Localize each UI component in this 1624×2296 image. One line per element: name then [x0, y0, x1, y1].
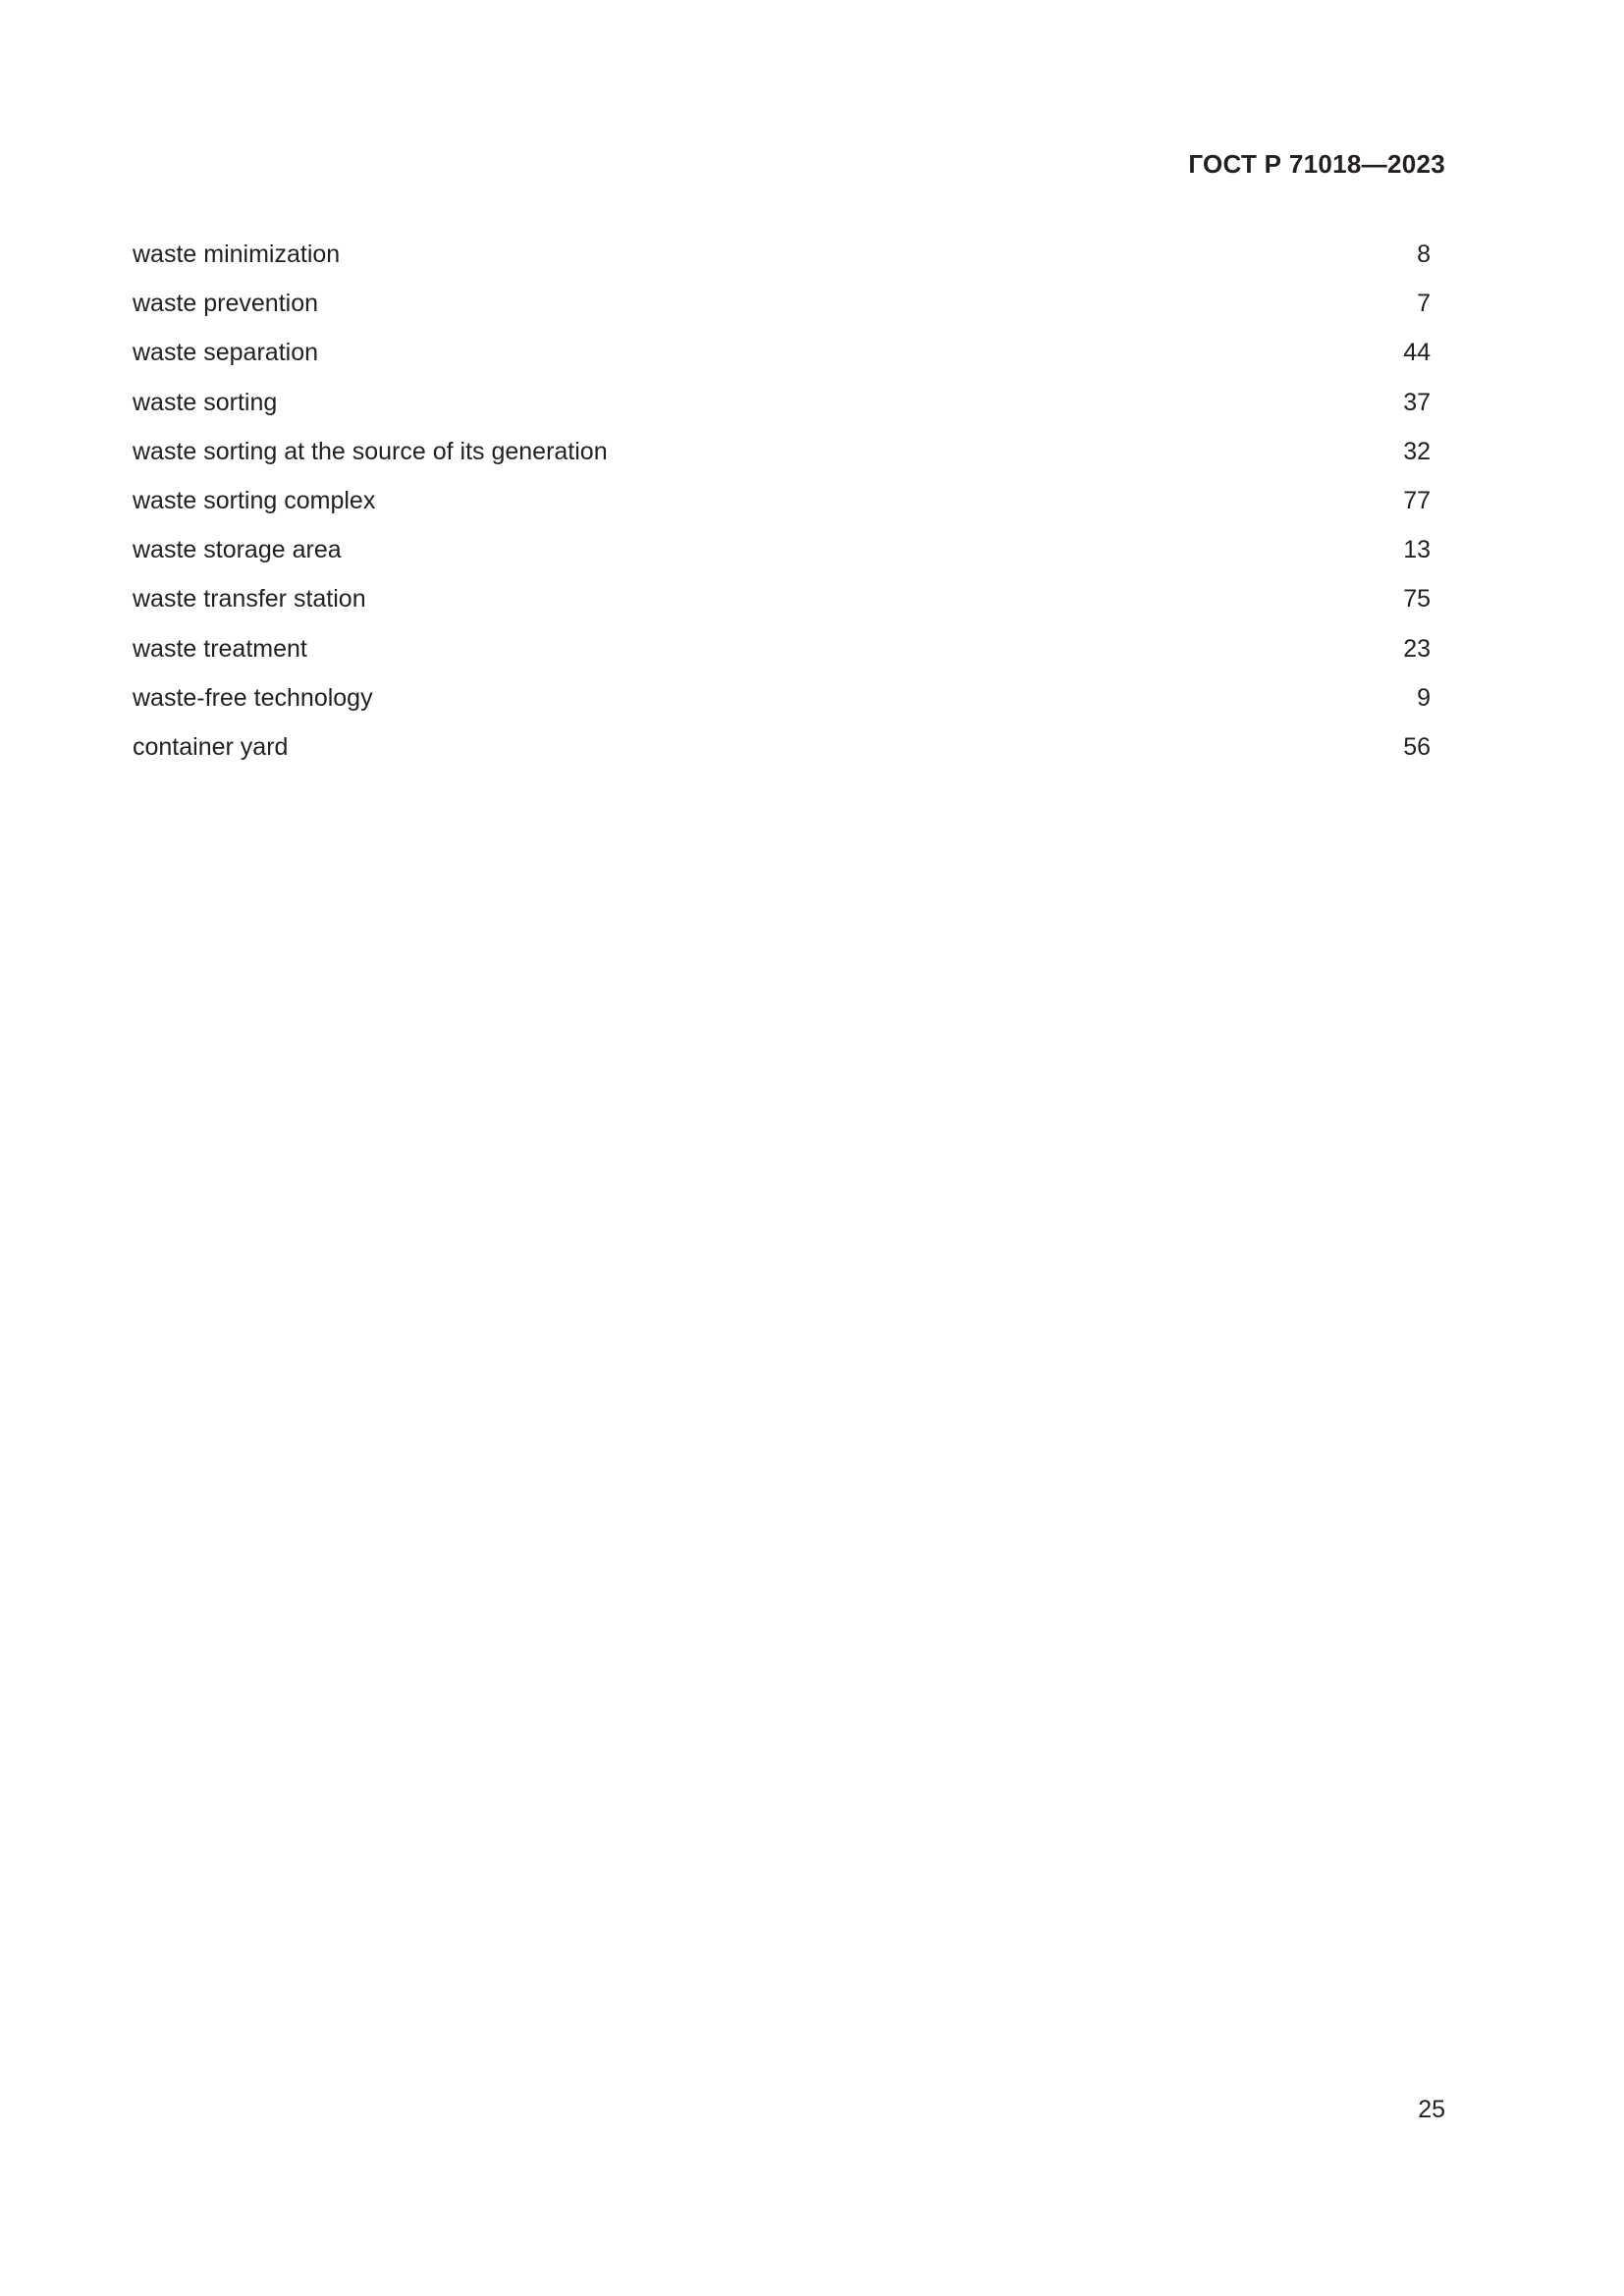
index-page-ref: 56 [1403, 732, 1431, 761]
index-entry [133, 437, 1431, 486]
index-term: waste treatment [133, 634, 307, 663]
index-term: waste prevention [133, 290, 319, 318]
index-page-ref: 77 [1403, 486, 1431, 514]
document-standard-id: ГОСТ Р 71018—2023 [1188, 149, 1445, 179]
index-entry [133, 634, 1431, 683]
index-entry [133, 240, 1431, 289]
index-term: container yard [133, 732, 289, 761]
alphabetical-index-list [133, 240, 1431, 781]
index-page-ref: 44 [1403, 339, 1431, 367]
index-page-ref: 37 [1403, 388, 1431, 416]
index-page-ref: 32 [1403, 437, 1431, 465]
index-term: waste storage area [133, 536, 342, 564]
index-page-ref: 9 [1417, 683, 1431, 712]
index-term: waste sorting [133, 388, 278, 416]
index-page-ref: 13 [1403, 536, 1431, 564]
index-entry [133, 584, 1431, 633]
index-term: waste minimization [133, 240, 341, 268]
index-entry [133, 338, 1431, 387]
index-entry [133, 486, 1431, 535]
index-page-ref: 75 [1403, 585, 1431, 614]
index-page-ref: 23 [1403, 634, 1431, 663]
index-term: waste sorting complex [133, 486, 376, 514]
index-term: waste transfer station [133, 585, 366, 614]
page-number: 25 [1418, 2096, 1445, 2123]
index-term: waste sorting at the source of its generation [133, 437, 608, 465]
index-page-ref: 7 [1417, 290, 1431, 318]
index-entry [133, 289, 1431, 338]
index-term: waste separation [133, 339, 319, 367]
index-entry [133, 388, 1431, 437]
index-entry [133, 535, 1431, 584]
index-entry [133, 732, 1431, 781]
index-entry [133, 683, 1431, 732]
index-term: waste-free technology [133, 683, 373, 712]
index-page-ref: 8 [1417, 240, 1431, 268]
